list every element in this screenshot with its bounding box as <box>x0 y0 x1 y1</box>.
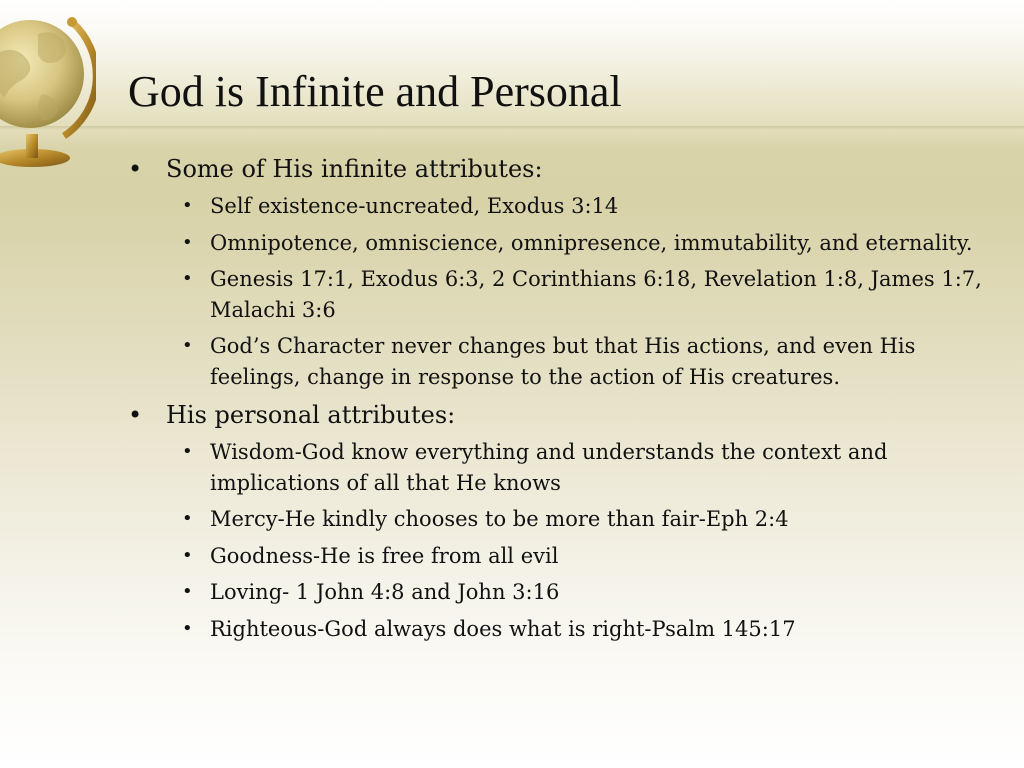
bullet-icon: • <box>182 195 193 216</box>
bullet-list <box>128 152 988 644</box>
sub-bullet <box>128 191 988 222</box>
bullet-icon: • <box>182 441 193 462</box>
sub-bullet-text: Genesis 17:1, Exodus 6:3, 2 Corinthians 6:18, Revelation 1:8, James 1:7, Malachi 3:6 <box>210 267 982 322</box>
sub-bullet-text: Goodness-He is free from all evil <box>210 543 559 568</box>
sub-bullet-text: Righteous-God always does what is right-Psalm 145:17 <box>210 616 796 641</box>
sub-bullet <box>128 331 988 392</box>
bullet-icon: • <box>128 401 143 429</box>
sub-bullet <box>128 228 988 259</box>
slide-body <box>128 152 988 650</box>
sub-bullet-text: Self existence-uncreated, Exodus 3:14 <box>210 194 619 218</box>
bullet-personal-attributes <box>128 398 988 432</box>
sub-bullet-text: Wisdom-God know everything and understands the context and implications of all that He knows <box>210 440 888 495</box>
bullet-infinite-attributes <box>128 152 988 186</box>
bullet-icon: • <box>128 155 143 183</box>
sub-bullet-text: God’s Character never changes but that His actions, and even His feelings, change in response to the action of His creatures. <box>210 334 916 389</box>
bullet-icon: • <box>182 581 193 602</box>
bullet-text: Some of His infinite attributes: <box>166 155 543 183</box>
sub-bullet-text: Loving- 1 John 4:8 and John 3:16 <box>210 580 560 604</box>
sub-bullet <box>128 504 988 535</box>
bullet-icon: • <box>182 231 193 253</box>
sub-bullet-text: Mercy-He kindly chooses to be more than fair-Eph 2:4 <box>210 507 789 531</box>
slide-title: God is Infinite and Personal <box>128 67 622 116</box>
bullet-text: His personal attributes: <box>166 401 456 429</box>
globe-icon <box>0 4 96 170</box>
sub-bullet <box>128 541 988 572</box>
sub-bullet <box>128 614 988 645</box>
sub-bullet-text: Omnipotence, omniscience, omnipresence, immutability, and eternality. <box>210 230 973 255</box>
bullet-icon: • <box>182 544 193 566</box>
sub-bullet <box>128 577 988 608</box>
bullet-icon: • <box>182 335 193 356</box>
sub-bullet <box>128 437 988 498</box>
title-band-divider <box>0 126 1024 130</box>
sub-bullet <box>128 264 988 325</box>
bullet-icon: • <box>182 508 193 529</box>
bullet-icon: • <box>182 617 193 639</box>
bullet-icon: • <box>182 268 193 289</box>
